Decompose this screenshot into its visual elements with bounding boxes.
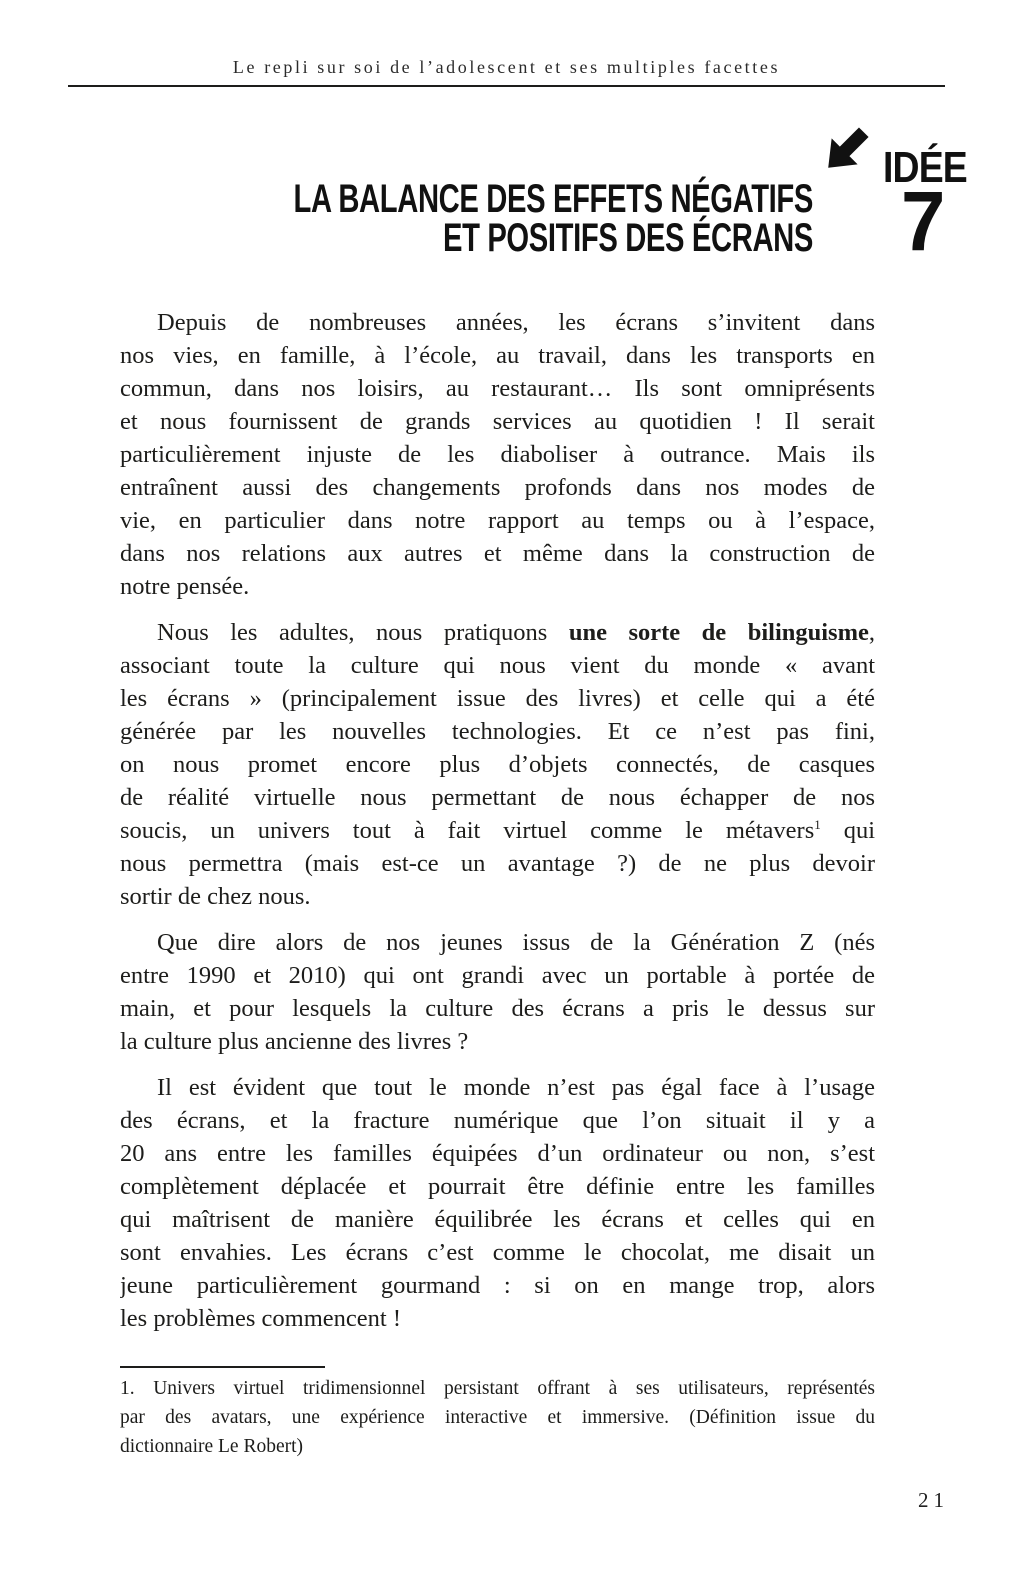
text-line [120, 306, 875, 339]
text: sortir de chez nous. [120, 883, 311, 910]
text-line [120, 1403, 875, 1432]
page-number: 21 [918, 1488, 949, 1512]
text-line [120, 1071, 875, 1104]
text-line [120, 880, 875, 913]
text-line [120, 959, 875, 992]
text-line [120, 649, 875, 682]
text-line [120, 570, 875, 603]
text: et nous fournissent de grands services au quotidien ! Il serait [120, 408, 875, 435]
arrow-down-left-icon [817, 120, 875, 180]
text: nos vies, en famille, à l’école, au travail, dans les transports en [120, 342, 875, 369]
text: associant toute la culture qui nous vient du monde « avant [120, 652, 875, 679]
text-line [120, 1170, 875, 1203]
text: entraînent aussi des changements profonds dans nos modes de [120, 474, 875, 501]
text-line [120, 1104, 875, 1137]
text-line [120, 504, 875, 537]
text: jeune particulièrement gourmand : si on en mange trop, alors [120, 1272, 875, 1299]
text-line [120, 847, 875, 880]
text: nous permettra (mais est-ce un avantage ?) de ne plus devoir [120, 850, 875, 877]
running-head: Le repli sur soi de l’adolescent et ses multiples facettes [232, 57, 781, 77]
text-line [120, 1236, 875, 1269]
text: la culture plus ancienne des livres ? [120, 1028, 469, 1055]
paragraph [120, 306, 875, 603]
text: générée par les nouvelles technologies. Et ce n’est pas fini, [120, 718, 875, 745]
chapter-title [258, 177, 813, 260]
bold-text: une sorte de bilinguisme [568, 619, 869, 646]
text-line [120, 781, 875, 814]
text: soucis, un univers tout à fait virtuel comme le métavers [120, 817, 815, 844]
text-line [120, 438, 875, 471]
text: qui [820, 817, 875, 844]
text: Nous les adultes, nous pratiquons [157, 619, 569, 646]
text: Il est évident que tout le monde n’est pas égal face à l’usage [157, 1074, 875, 1101]
header-rule [68, 85, 945, 87]
text-line [120, 471, 875, 504]
text: Que dire alors de nos jeunes issus de la Génération Z (nés [157, 929, 875, 956]
text: par des avatars, une expérience interactive et immersive. (Définition issue du [120, 1407, 875, 1428]
idea-badge-label: IDÉE [883, 143, 967, 192]
text: vie, en particulier dans notre rapport au temps ou à l’espace, [120, 507, 875, 534]
text: particulièrement injuste de les diaboliser à outrance. Mais ils [120, 441, 875, 468]
text: de réalité virtuelle nous permettant de nous échapper de nos [120, 784, 875, 811]
text-line [120, 1137, 875, 1170]
text: on nous promet encore plus d’objets connectés, de casques [120, 751, 875, 778]
text-line [120, 1025, 875, 1058]
text: 20 ans entre les familles équipées d’un ordinateur ou non, s’est [120, 1140, 875, 1167]
text: qui maîtrisent de manière équilibrée les écrans et celles qui en [120, 1206, 875, 1233]
text: entre 1990 et 2010) qui ont grandi avec un portable à portée de [120, 962, 875, 989]
text-line [120, 715, 875, 748]
text-line [120, 1432, 875, 1461]
footnote [120, 1374, 875, 1461]
idea-badge-number: 7 [901, 174, 946, 268]
text-line [120, 926, 875, 959]
text: dans nos relations aux autres et même dans la construction de [120, 540, 875, 567]
body-text [120, 306, 875, 1348]
text: , [868, 619, 875, 646]
chapter-title-line-1: LA BALANCE DES EFFETS NÉGATIFS [293, 177, 813, 221]
footnote-reference: 1 [814, 816, 821, 832]
text-line [120, 992, 875, 1025]
text-line [120, 1302, 875, 1335]
text: dictionnaire Le Robert) [120, 1436, 304, 1457]
text-line [120, 814, 875, 847]
text-line [120, 682, 875, 715]
text-line [120, 1374, 875, 1403]
text: commun, dans nos loisirs, au restaurant… Ils sont omniprésents [120, 375, 875, 402]
text-line [120, 405, 875, 438]
text-line [120, 1203, 875, 1236]
chapter-title-line-2: ET POSITIFS DES ÉCRANS [442, 216, 813, 260]
text-line [120, 748, 875, 781]
text: les écrans » (principalement issue des livres) et celle qui a été [120, 685, 875, 712]
text: complètement déplacée et pourrait être définie entre les familles [120, 1173, 875, 1200]
text: sont envahies. Les écrans c’est comme le chocolat, me disait un [120, 1239, 875, 1266]
text: main, et pour lesquels la culture des écrans a pris le dessus sur [120, 995, 875, 1022]
footnote-rule [120, 1366, 325, 1368]
text: les problèmes commencent ! [120, 1305, 401, 1332]
paragraph [120, 1071, 875, 1335]
text: notre pensée. [120, 573, 250, 600]
text-line [120, 372, 875, 405]
text: Depuis de nombreuses années, les écrans s’invitent dans [157, 309, 875, 336]
paragraph [120, 926, 875, 1058]
text-line [120, 339, 875, 372]
paragraph [120, 616, 875, 913]
text-line [120, 537, 875, 570]
text: des écrans, et la fracture numérique que l’on situait il y a [120, 1107, 875, 1134]
text-line [120, 616, 875, 649]
text-line [120, 1269, 875, 1302]
text: 1. Univers virtuel tridimensionnel persistant offrant à ses utilisateurs, représentés [120, 1378, 875, 1399]
